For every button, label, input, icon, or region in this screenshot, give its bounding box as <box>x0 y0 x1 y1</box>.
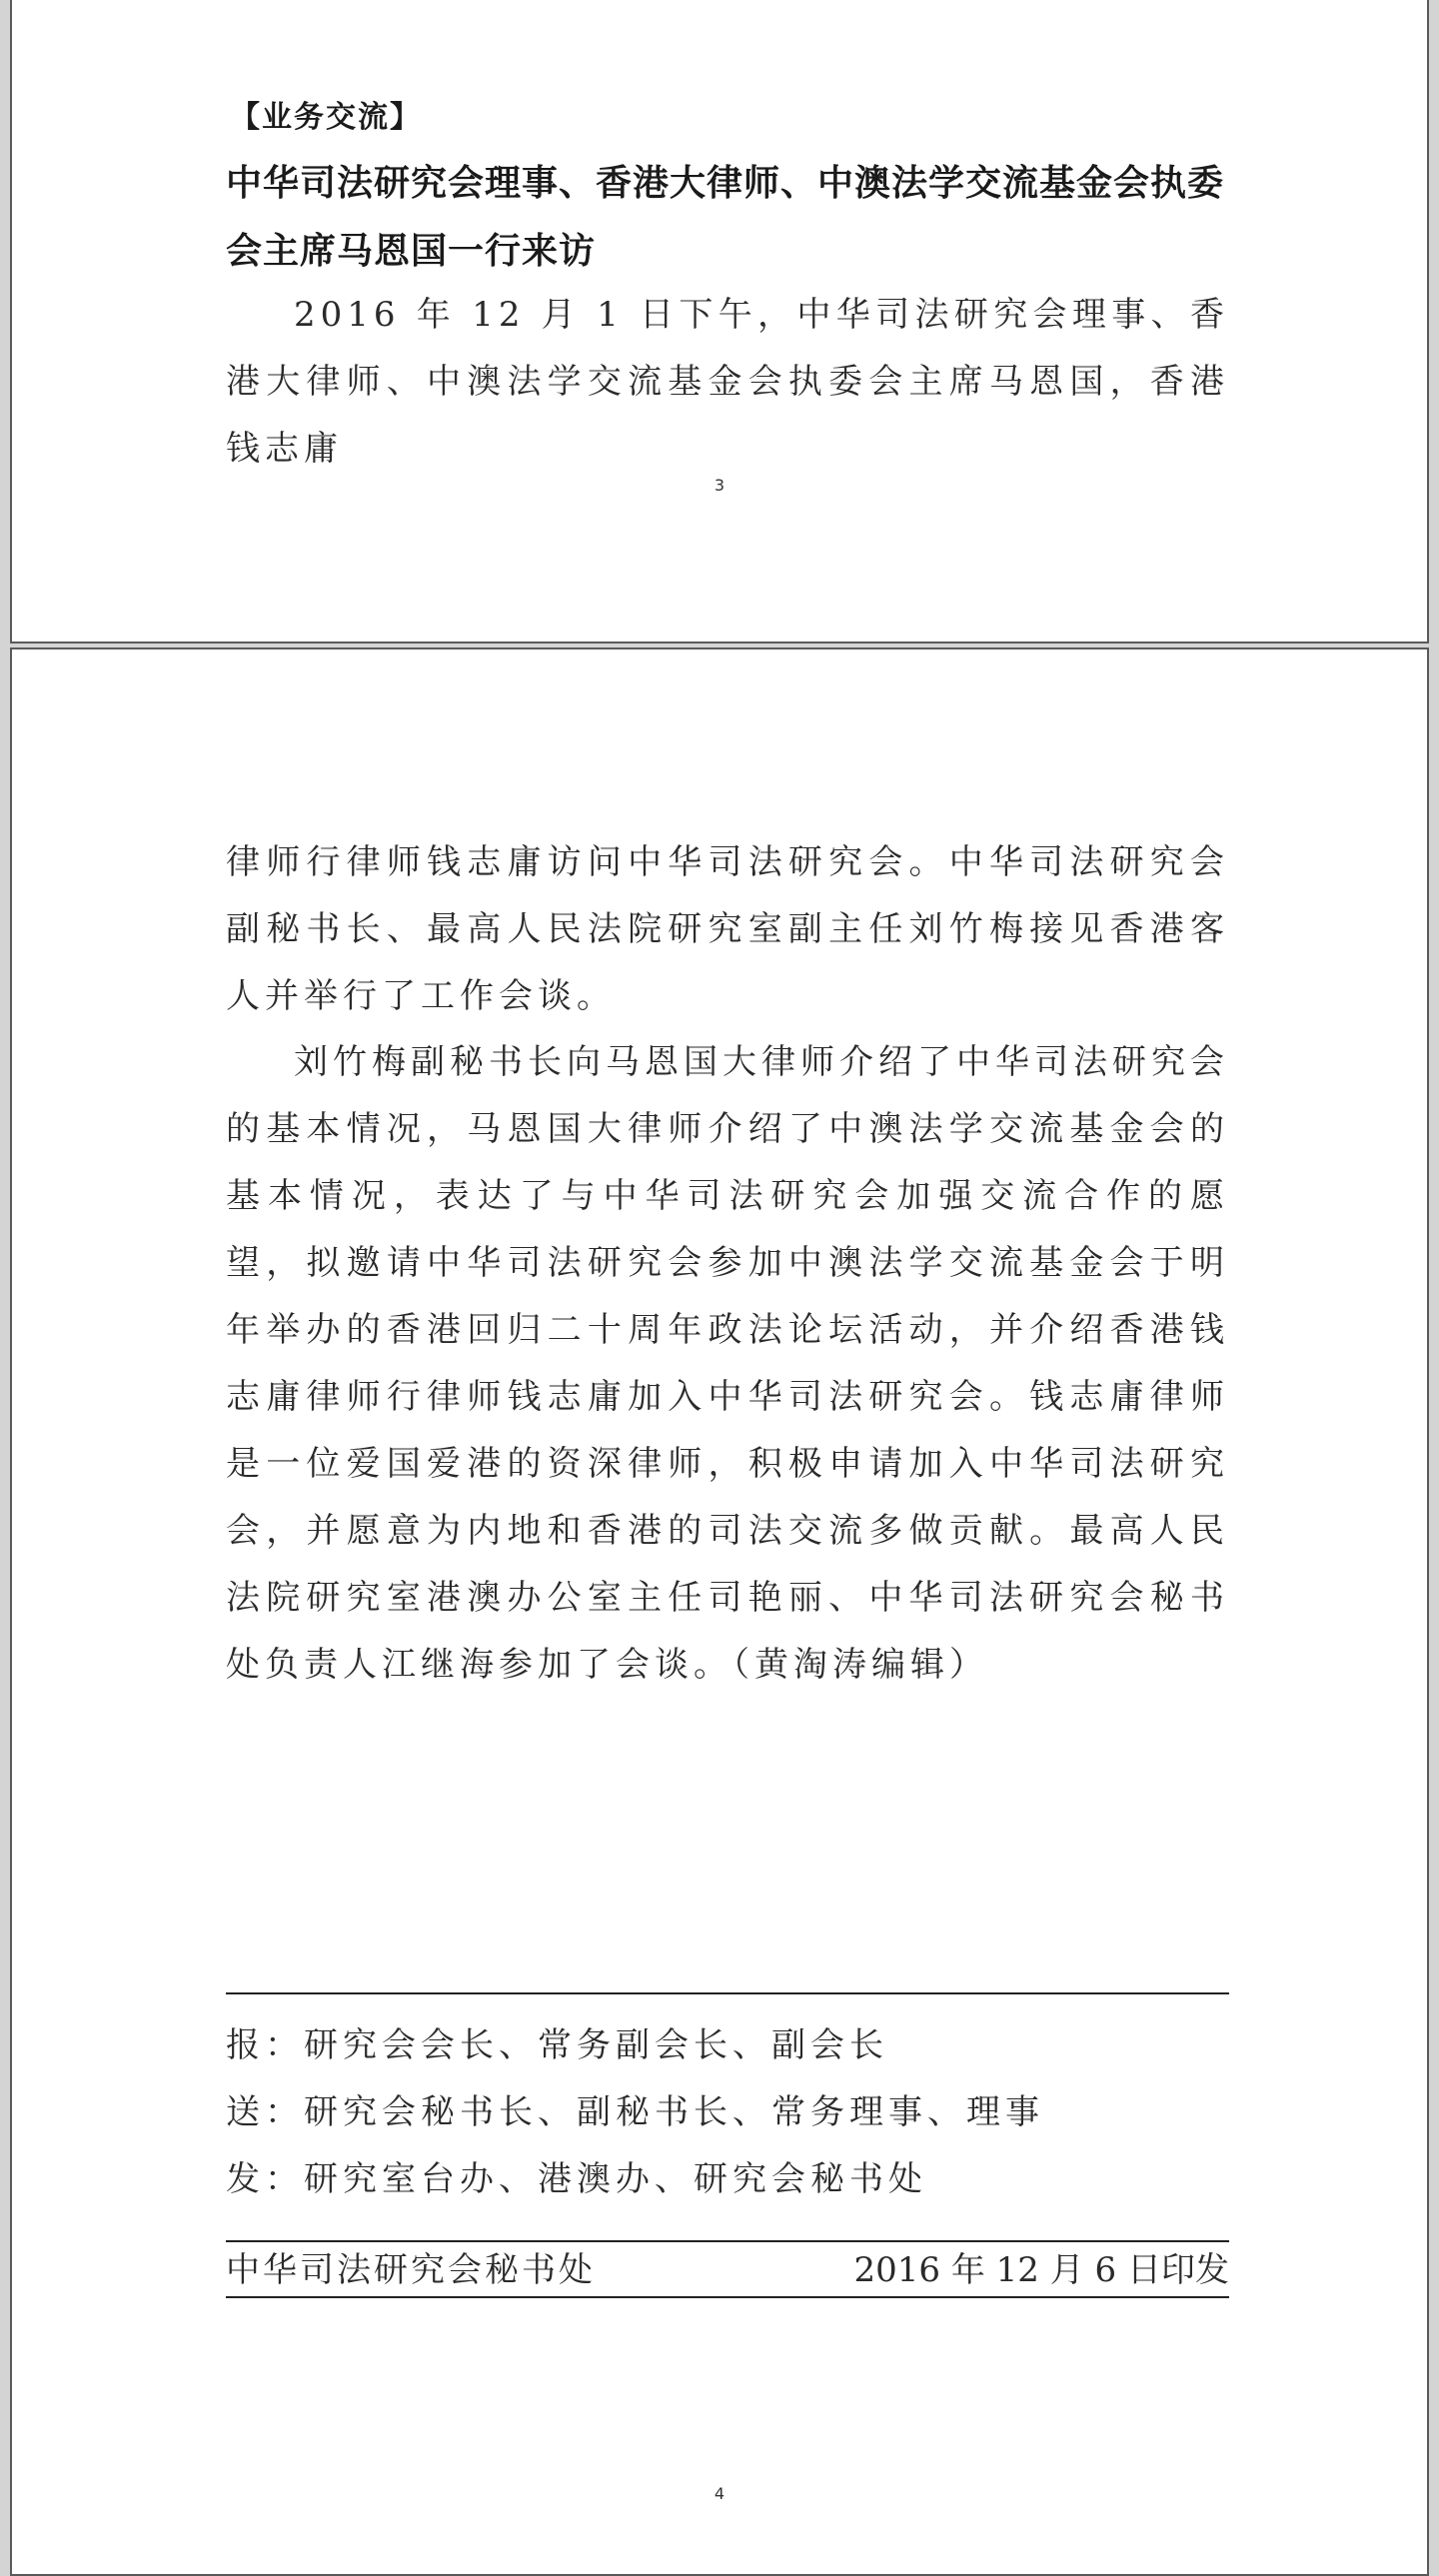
divider-line <box>226 2240 1229 2242</box>
article-title: 中华司法研究会理事、香港大律师、中澳法学交流基金会执委会主席马恩国一行来访 <box>226 163 1225 272</box>
page-number: 4 <box>714 2484 725 2503</box>
section-tag: 【业务交流】 <box>230 100 422 135</box>
issuer: 中华司法研究会秘书处 <box>226 2250 596 2290</box>
page-4 <box>10 647 1429 2576</box>
issue-date: 2016 年 12 月 6 日印发 <box>853 2250 1229 2290</box>
article-body-continued: 律师行律师钱志庸访问中华司法研究会。中华司法研究会副秘书长、最高人民法院研究室副主任刘竹梅接见香港客人并举行了工作会谈。 <box>226 842 1229 1016</box>
issuer-row <box>226 2246 1229 2294</box>
distribution-send: 送：研究会秘书长、副秘书长、常务理事、理事 <box>226 2092 1044 2132</box>
page-3 <box>10 0 1429 644</box>
article-body-start: 2016 年 12 月 1 日下午，中华司法研究会理事、香港大律师、中澳法学交流基金会执委会主席马恩国，香港钱志庸 <box>226 295 1229 469</box>
page-number: 3 <box>714 476 725 495</box>
distribution-report: 报：研究会会长、常务副会长、副会长 <box>226 2025 888 2065</box>
distribution-issue: 发：研究室台办、港澳办、研究会秘书处 <box>226 2159 927 2199</box>
divider-line <box>226 1992 1229 1994</box>
divider-line <box>226 2296 1229 2298</box>
distribution-list <box>226 2012 1229 2213</box>
article-paragraph: 刘竹梅副秘书长向马恩国大律师介绍了中华司法研究会的基本情况，马恩国大律师介绍了中澳法学交流基金会的基本情况，表达了与中华司法研究会加强交流合作的愿望，拟邀请中华司法研究会参加中澳法学交流基金会于明年举办的香港回归二十周年政法论坛活动，并介绍香港钱志庸律师行律师钱志庸加入中华司法研究会。钱志庸律师是一位爱国爱港的资深律师，积极申请加入中华司法研究会，并愿意为内地和香港的司法交流多做贡献。最高人民法院研究室港澳办公室主任司艳丽、中华司法研究会秘书处负责人江继海参加了会谈。（黄淘涛编辑） <box>226 1042 1229 1685</box>
